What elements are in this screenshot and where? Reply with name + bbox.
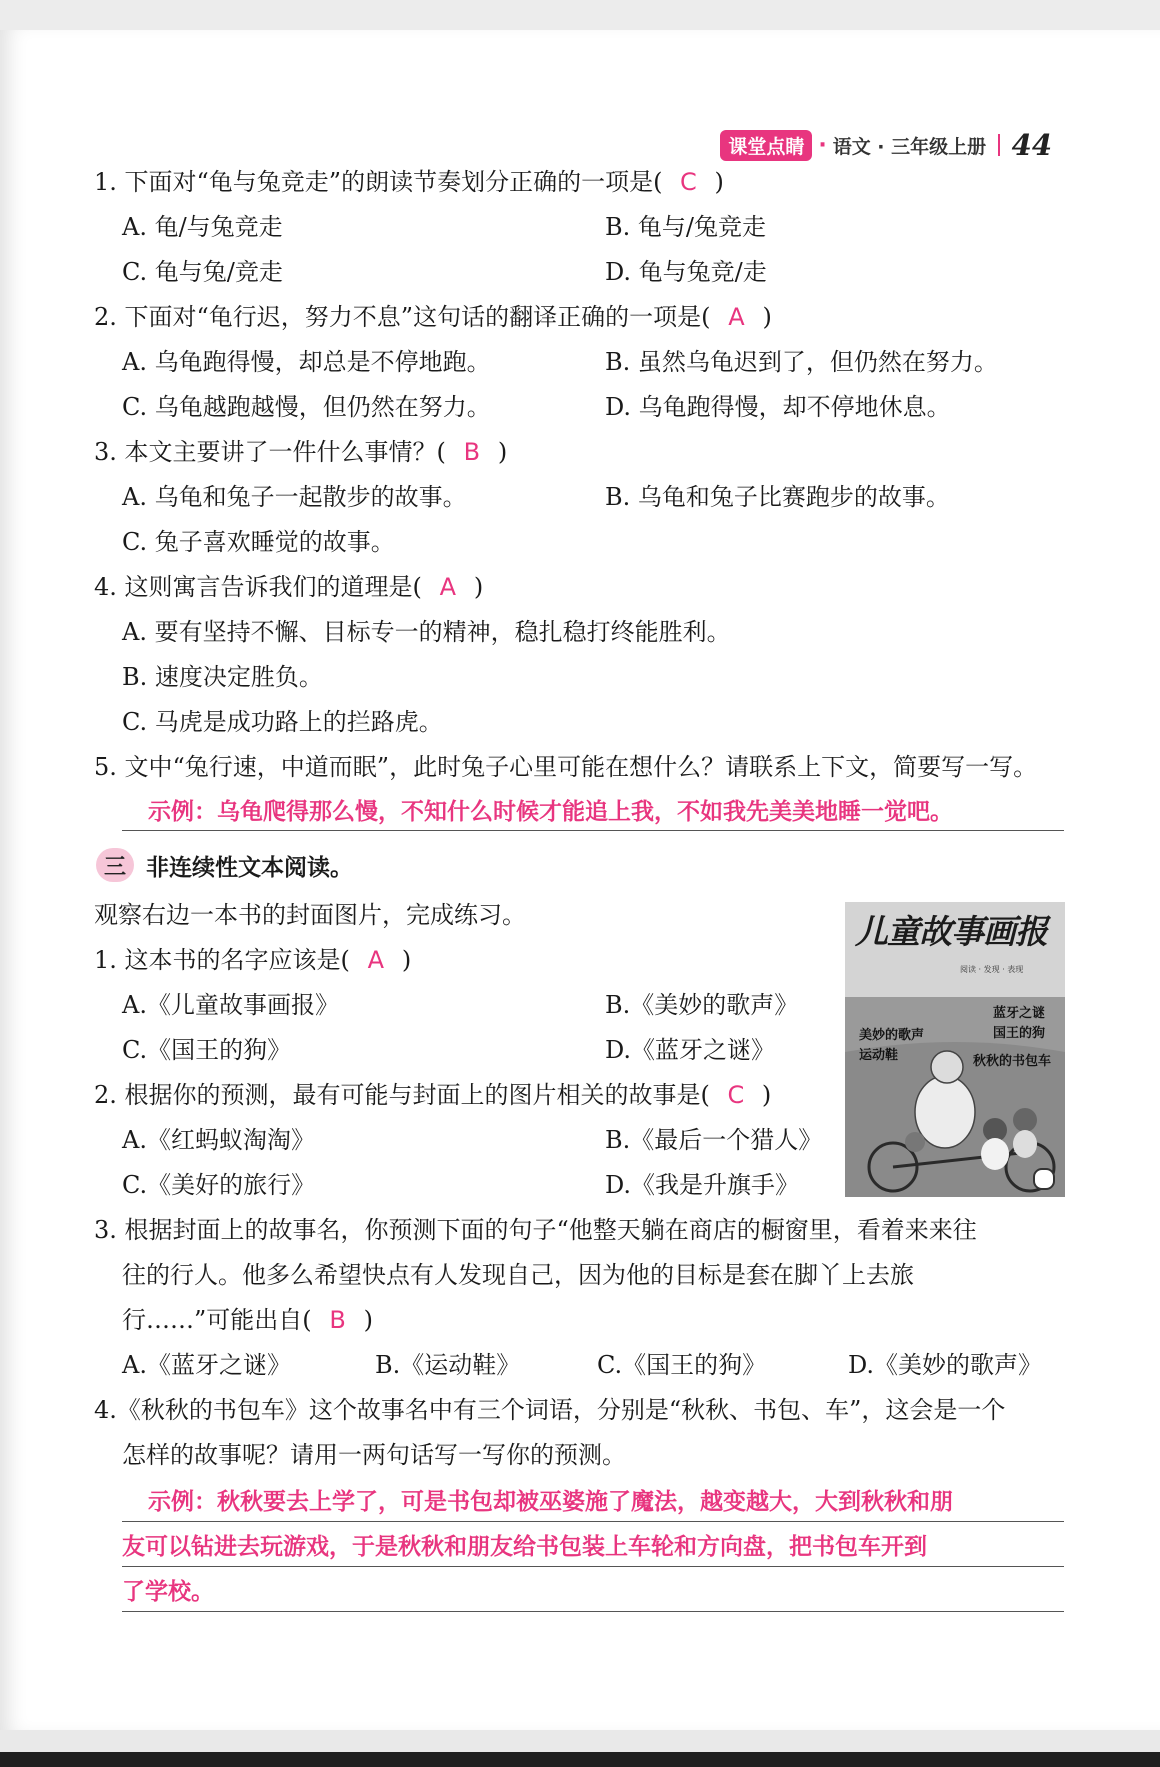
question-2-stem: 2. 下面对“龟行迟，努力不息”这句话的翻译正确的一项是( A ) — [94, 303, 772, 331]
question-3-stem: 3. 本文主要讲了一件什么事情？( B ) — [94, 438, 508, 466]
section-title: 非连续性文本阅读。 — [146, 854, 353, 881]
answer-q3: B — [463, 438, 481, 466]
option: A. 乌龟和兔子一起散步的故事。 — [122, 483, 467, 511]
option: D.《蓝牙之谜》 — [605, 1036, 776, 1064]
separator-dot: · — [818, 132, 827, 158]
option: B.《美妙的歌声》 — [605, 991, 799, 1019]
option: C.《国王的狗》 — [597, 1351, 767, 1379]
page-number: 44 — [1011, 128, 1052, 162]
cover-story: 运动鞋 — [859, 1048, 899, 1063]
option: A. 龟/与兔竞走 — [122, 213, 283, 241]
answer-q1: A — [367, 946, 385, 974]
option: D.《我是升旗手》 — [605, 1171, 800, 1199]
subject-label: 语文 · 三年级上册 — [832, 135, 987, 158]
question-3-stem: 行……”可能出自( B ) — [122, 1306, 374, 1334]
example-answer: 示例：乌龟爬得那么慢，不知什么时候才能追上我，不如我先美美地睡一觉吧。 — [148, 799, 953, 825]
cover-story: 国王的狗 — [993, 1026, 1046, 1041]
option: D.《美妙的歌声》 — [848, 1351, 1043, 1379]
option: A.《红蚂蚁淘淘》 — [122, 1126, 315, 1154]
example-answer: 友可以钻进去玩游戏，于是秋秋和朋友给书包装上车轮和方向盘，把书包车开到 — [122, 1534, 927, 1560]
option: B. 速度决定胜负。 — [122, 663, 323, 691]
answer-q4: A — [439, 573, 457, 601]
answer-q3: B — [329, 1306, 346, 1334]
cover-story: 美妙的歌声 — [859, 1028, 925, 1043]
answer-q1: C — [680, 168, 697, 196]
answer-q2: A — [728, 303, 745, 331]
publisher-badge — [1033, 1168, 1055, 1190]
option: C. 乌龟越跑越慢，但仍然在努力。 — [122, 393, 491, 421]
question-5-stem: 5. 文中“兔行速，中道而眠”，此时兔子心里可能在想什么？请联系上下文，简要写一写。 — [94, 753, 1038, 781]
cover-story: 秋秋的书包车 — [973, 1054, 1052, 1069]
cover-subtitle: 阅读 · 发现 · 表现 — [960, 965, 1024, 974]
option: C. 龟与兔/竞走 — [122, 258, 283, 286]
brand-label: 课堂点睛 — [720, 130, 812, 161]
option: B.《运动鞋》 — [375, 1351, 521, 1379]
section-number: 三 — [96, 848, 134, 882]
option: A. 乌龟跑得慢，却总是不停地跑。 — [122, 348, 491, 376]
option: A.《蓝牙之谜》 — [122, 1351, 291, 1379]
option: C.《美好的旅行》 — [122, 1171, 316, 1199]
option: D. 乌龟跑得慢，却不停地休息。 — [605, 393, 951, 421]
cover-story: 蓝牙之谜 — [993, 1006, 1046, 1021]
question-4-stem: 怎样的故事呢？请用一两句话写一写你的预测。 — [122, 1441, 626, 1469]
answer-q2: C — [727, 1081, 745, 1109]
option: B.《最后一个猎人》 — [605, 1126, 823, 1154]
example-answer: 了学校。 — [122, 1579, 214, 1605]
question-1-stem: 1. 这本书的名字应该是( A ) — [94, 946, 412, 974]
question-2-stem: 2. 根据你的预测，最有可能与封面上的图片相关的故事是( C ) — [94, 1081, 772, 1109]
book-cover-image — [845, 902, 1065, 1197]
option: B. 乌龟和兔子比赛跑步的故事。 — [605, 483, 950, 511]
option: B. 虽然乌龟迟到了，但仍然在努力。 — [605, 348, 998, 376]
question-3-stem: 往的行人。他多么希望快点有人发现自己，因为他的目标是套在脚丫上去旅 — [122, 1261, 914, 1289]
option: C. 马虎是成功路上的拦路虎。 — [122, 708, 443, 736]
option: A. 要有坚持不懈、目标专一的精神，稳扎稳打终能胜利。 — [122, 618, 731, 646]
answer-underline — [122, 1566, 1064, 1567]
example-answer: 示例：秋秋要去上学了，可是书包却被巫婆施了魔法，越变越大，大到秋秋和朋 — [148, 1489, 953, 1515]
page-header — [720, 128, 1052, 162]
question-1-stem: 1. 下面对“龟与兔竞走”的朗读节奏划分正确的一项是( C ) — [94, 168, 724, 196]
answer-underline — [122, 1611, 1064, 1612]
cover-title: 儿童故事画报 — [855, 912, 1047, 951]
bottom-bar — [0, 1752, 1160, 1767]
divider — [998, 134, 1000, 156]
option: B. 龟与/兔竞走 — [605, 213, 766, 241]
top-margin — [0, 0, 1160, 30]
answer-underline — [122, 1521, 1064, 1522]
question-4-stem: 4.《秋秋的书包车》这个故事名中有三个词语，分别是“秋秋、书包、车”，这会是一个 — [94, 1396, 1006, 1424]
answer-underline — [122, 830, 1064, 831]
question-4-stem: 4. 这则寓言告诉我们的道理是( A ) — [94, 573, 484, 601]
option: C.《国王的狗》 — [122, 1036, 292, 1064]
section-heading — [96, 848, 353, 882]
option: C. 兔子喜欢睡觉的故事。 — [122, 528, 395, 556]
option: D. 龟与兔竞/走 — [605, 258, 767, 286]
option: A.《儿童故事画报》 — [122, 991, 339, 1019]
section-intro: 观察右边一本书的封面图片，完成练习。 — [94, 901, 526, 929]
question-3-stem: 3. 根据封面上的故事名，你预测下面的句子“他整天躺在商店的橱窗里，看着来来往 — [94, 1216, 977, 1244]
